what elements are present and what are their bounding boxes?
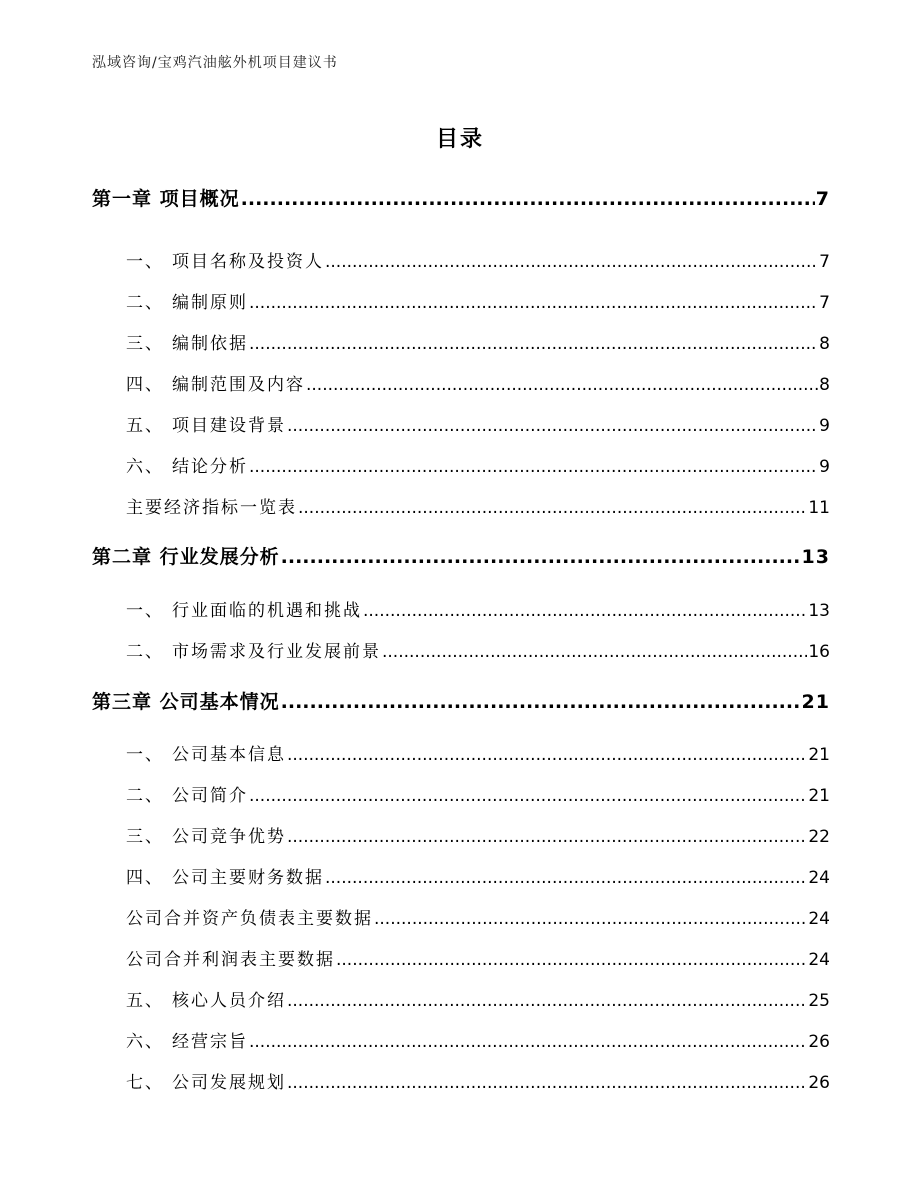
toc-entry[interactable] <box>126 452 830 477</box>
toc-entry-number: 一、 <box>126 601 164 621</box>
toc-entry-title: 项目建设背景 <box>172 416 286 436</box>
toc-entry-number: 二、 <box>126 786 164 806</box>
toc-entry[interactable] <box>126 986 830 1011</box>
toc-entry-title: 编制依据 <box>172 334 248 354</box>
leader-dots <box>374 909 807 929</box>
toc-entry-page: 7 <box>815 188 830 210</box>
toc-entry-number: 五、 <box>126 991 164 1011</box>
toc-entry-number: 三、 <box>126 827 164 847</box>
toc-entry-number: 三、 <box>126 334 164 354</box>
toc-entry-title: 公司基本情况 <box>159 691 280 713</box>
toc-entry-page: 11 <box>808 498 830 518</box>
toc-entry[interactable] <box>126 493 830 518</box>
toc-entry[interactable] <box>126 904 830 929</box>
toc-entry[interactable] <box>126 740 830 765</box>
toc-entry-page: 7 <box>819 252 830 272</box>
toc-entry-title: 公司发展规划 <box>172 1073 286 1093</box>
toc-entry-page: 22 <box>808 827 830 847</box>
toc-entry-page: 16 <box>808 642 830 662</box>
leader-dots <box>298 498 807 518</box>
toc-entry-number: 一、 <box>126 252 164 272</box>
leader-dots <box>287 1073 807 1093</box>
toc-entry-page: 26 <box>808 1073 830 1093</box>
toc-entry[interactable] <box>126 329 830 354</box>
toc-entry[interactable] <box>126 1068 830 1093</box>
leader-dots <box>249 786 807 806</box>
toc-entry-number: 二、 <box>126 293 164 313</box>
toc-entry-page: 25 <box>808 991 830 1011</box>
toc-entry-number: 六、 <box>126 457 164 477</box>
running-header: 泓域咨询/宝鸡汽油舷外机项目建议书 <box>92 55 338 71</box>
toc-entry-title: 核心人员介绍 <box>172 991 286 1011</box>
toc-entry-page: 9 <box>819 457 830 477</box>
leader-dots <box>336 950 807 970</box>
leader-dots <box>287 745 807 765</box>
toc-entry-title: 行业发展分析 <box>159 546 280 568</box>
toc-entry[interactable] <box>126 370 830 395</box>
toc-entry-title: 市场需求及行业发展前景 <box>172 642 381 662</box>
toc-entry-title: 主要经济指标一览表 <box>126 498 297 518</box>
toc-entry-page: 21 <box>801 691 830 713</box>
toc-entry-title: 公司竞争优势 <box>172 827 286 847</box>
leader-dots <box>281 546 801 568</box>
toc-entry-number: 七、 <box>126 1073 164 1093</box>
toc-entry-page: 13 <box>808 601 830 621</box>
toc-entry-page: 24 <box>808 950 830 970</box>
toc-entry-number: 第二章 <box>92 546 153 568</box>
leader-dots <box>325 252 818 272</box>
toc-entry-number: 一、 <box>126 745 164 765</box>
toc-entry-page: 8 <box>819 375 830 395</box>
leader-dots <box>241 188 815 210</box>
toc-entry-title: 项目概况 <box>159 188 240 210</box>
toc-entry[interactable] <box>126 411 830 436</box>
toc-entry-title: 结论分析 <box>172 457 248 477</box>
toc-entry-chapter-3[interactable] <box>92 687 830 714</box>
toc-entry-chapter-1[interactable] <box>92 184 830 211</box>
toc-entry-number: 四、 <box>126 868 164 888</box>
toc-entry[interactable] <box>126 781 830 806</box>
toc-entry-title: 公司基本信息 <box>172 745 286 765</box>
toc-entry[interactable] <box>126 288 830 313</box>
toc-entry-title: 经营宗旨 <box>172 1032 248 1052</box>
leader-dots <box>306 375 818 395</box>
toc-entry-page: 21 <box>808 745 830 765</box>
leader-dots <box>287 416 818 436</box>
toc-entry[interactable] <box>126 945 830 970</box>
toc-entry-title: 编制原则 <box>172 293 248 313</box>
leader-dots <box>287 827 807 847</box>
toc-entry-page: 26 <box>808 1032 830 1052</box>
toc-entry[interactable] <box>126 1027 830 1052</box>
toc-entry-title: 项目名称及投资人 <box>172 252 324 272</box>
leader-dots <box>249 1032 807 1052</box>
toc-entry-page: 21 <box>808 786 830 806</box>
leader-dots <box>281 691 801 713</box>
toc-entry-title: 公司合并资产负债表主要数据 <box>126 909 373 929</box>
toc-entry-number: 二、 <box>126 642 164 662</box>
toc-entry-title: 公司合并利润表主要数据 <box>126 950 335 970</box>
toc-entry[interactable] <box>126 596 830 621</box>
toc-entry-page: 24 <box>808 909 830 929</box>
leader-dots <box>382 642 807 662</box>
toc-title: 目录 <box>435 127 484 152</box>
toc-entry-page: 13 <box>801 546 830 568</box>
toc-entry-number: 四、 <box>126 375 164 395</box>
leader-dots <box>363 601 807 621</box>
toc-entry-page: 8 <box>819 334 830 354</box>
toc-entry-number: 六、 <box>126 1032 164 1052</box>
leader-dots <box>249 457 818 477</box>
toc-entry[interactable] <box>126 637 830 662</box>
toc-entry[interactable] <box>126 863 830 888</box>
toc-entry[interactable] <box>126 822 830 847</box>
toc-entry-number: 五、 <box>126 416 164 436</box>
toc-entry-page: 24 <box>808 868 830 888</box>
toc-entry-page: 9 <box>819 416 830 436</box>
toc-entry-title: 公司简介 <box>172 786 248 806</box>
leader-dots <box>249 334 818 354</box>
toc-entry-page: 7 <box>819 293 830 313</box>
leader-dots <box>249 293 818 313</box>
toc-entry-number: 第一章 <box>92 188 153 210</box>
toc-entry-number: 第三章 <box>92 691 153 713</box>
toc-entry-title: 行业面临的机遇和挑战 <box>172 601 362 621</box>
leader-dots <box>325 868 807 888</box>
toc-entry-title: 公司主要财务数据 <box>172 868 324 888</box>
leader-dots <box>287 991 807 1011</box>
toc-entry-title: 编制范围及内容 <box>172 375 305 395</box>
toc-entry[interactable] <box>126 247 830 272</box>
toc-entry-chapter-2[interactable] <box>92 542 830 569</box>
